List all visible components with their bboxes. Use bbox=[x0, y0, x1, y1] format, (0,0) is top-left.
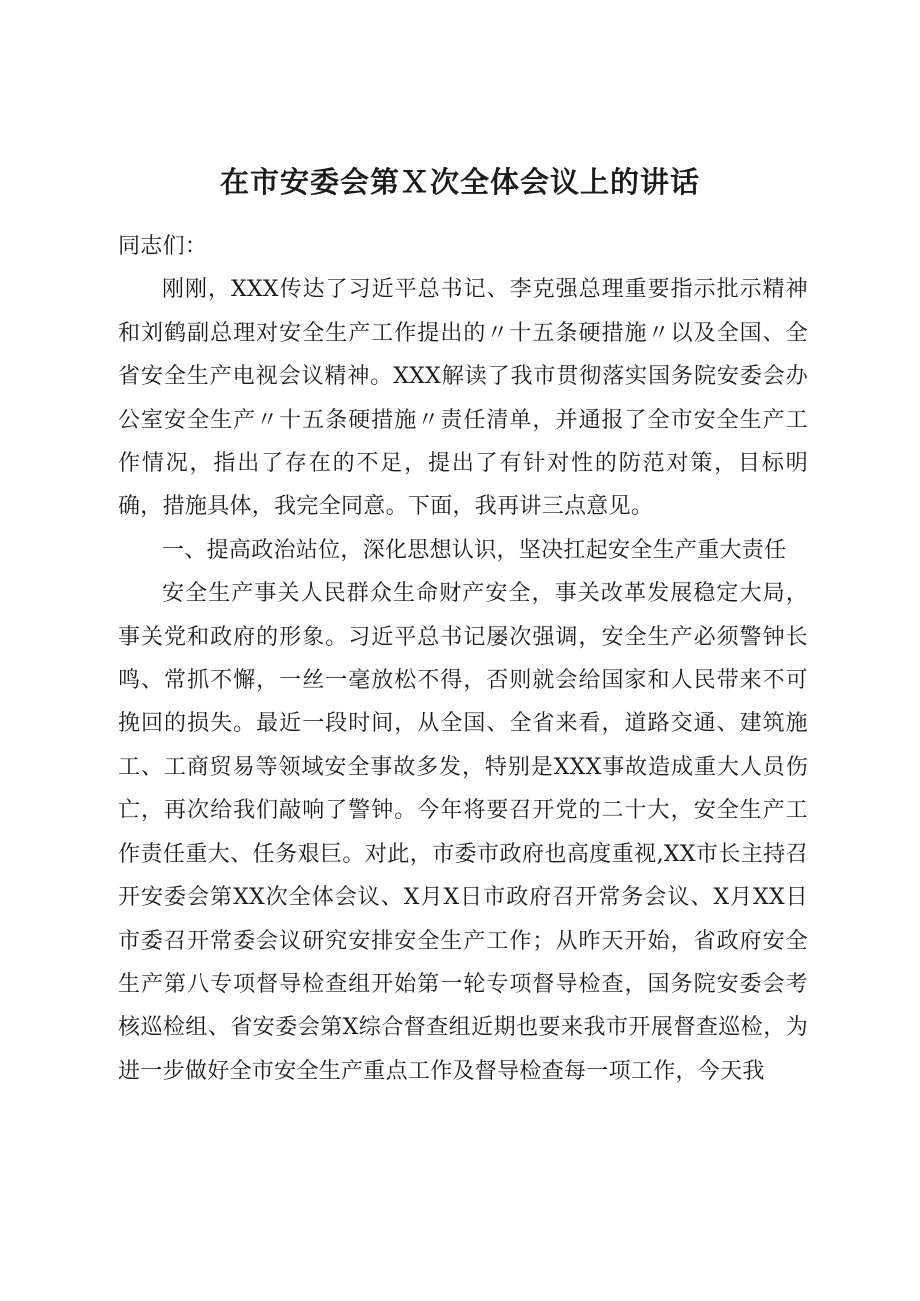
salutation: 同志们： bbox=[118, 234, 208, 259]
document-title: 在市安委会第Ｘ次全体会议上的讲话 bbox=[219, 165, 700, 199]
document-body bbox=[118, 225, 808, 1093]
section-heading-1: 一、提高政治站位，深化思想认识，坚决扛起安全生产重大责任 bbox=[162, 537, 787, 563]
paragraph-section-1: 安全生产事关人民群众生命财产安全，事关改革发展稳定大局，事关党和政府的形象。习近平总书记屡次强调，安全生产必须警钟长鸣、常抓不懈，一丝一毫放松不得，否则就会给国家和人民带来不可挽回的损失。最近一段时间，从全国、全省来看，道路交通、建筑施工、工商贸易等领域安全事故多发，特别是XXX事故造成重大人员伤亡，再次给我们敲响了警钟。今年将要召开党的二十大，安全生产工作责任重大、任务艰巨。对此，市委市政府也高度重视,XX市长主持召开安委会第XX次全体会议、X月X日市政府召开常务会议、X月XX日市委召开常委会议研究安排安全生产工作；从昨天开始，省政府安全生产第八专项督导检查组开始第一轮专项督导检查，国务院安委会考核巡检组、省安委会第X综合督查组近期也要来我市开展督查巡检，为进一步做好全市安全生产重点工作及督导检查每一项工作，今天我 bbox=[118, 581, 808, 1084]
paragraph-intro: 刚刚，XXX传达了习近平总书记、李克强总理重要指示批示精神和刘鹤副总理对安全生产工作提出的〃十五条硬措施〃以及全国、全省安全生产电视会议精神。XXX解读了我市贯彻落实国务院安委会办公室安全生产〃十五条硬措施〃责任清单，并通报了全市安全生产工作情况，指出了存在的不足，提出了有针对性的防范对策，目标明确，措施具体，我完全同意。下面，我再讲三点意见。 bbox=[118, 277, 808, 520]
